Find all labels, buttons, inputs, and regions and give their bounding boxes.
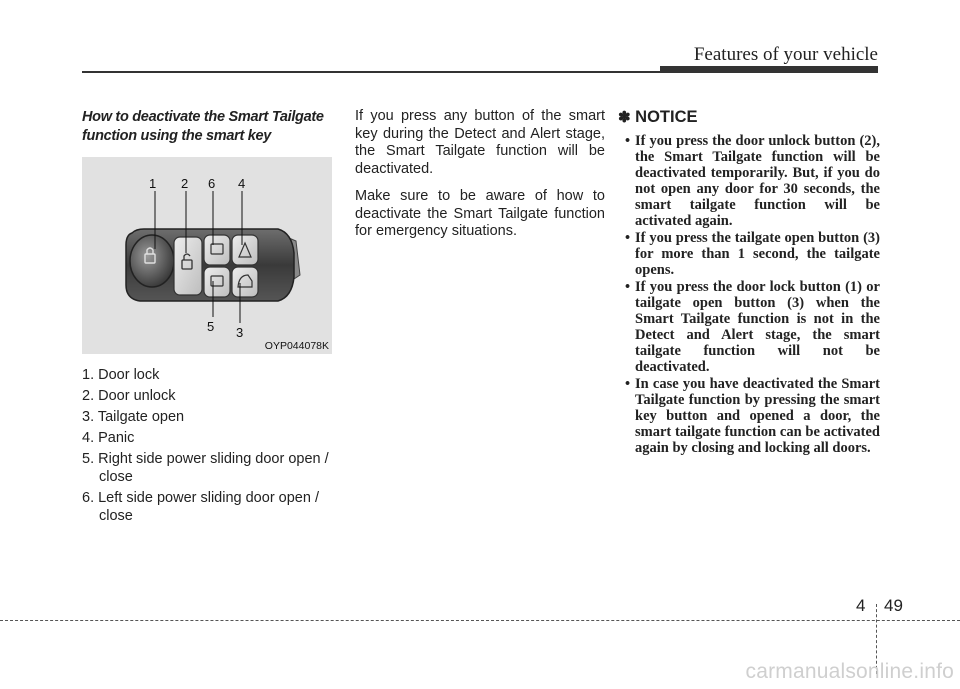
body-paragraph: If you press any button of the smart key during the Detect and Alert stage, the Smart Tailgate function will be deactivated. [355, 108, 605, 177]
unlock-button-icon [174, 237, 202, 295]
notice-item: • If you press the door lock button (1) or tailgate open button (3) when the Smart Tailgate function is not in the Detect and Alert stage, the smart tailgate function will not be deactivated. [618, 279, 880, 375]
notice-item: • In case you have deactivated the Smart Tailgate function by pressing the smart key button and opened a door, the smart tailgate function can be activated again by closing and locking all doors. [618, 376, 880, 456]
notice-heading [618, 108, 880, 127]
legend-item: 5. Right side power sliding door open / close [82, 451, 329, 485]
legend-item: 4. Panic [82, 430, 135, 446]
notice-title: NOTICE [635, 108, 698, 126]
legend-item: 6. Left side power sliding door open / close [82, 490, 319, 524]
tailgate-button-icon [232, 267, 258, 297]
left-sliding-door-button-icon [204, 235, 230, 265]
legend-item: 2. Door unlock [82, 388, 176, 404]
figure-code: OYP044078K [264, 340, 329, 352]
right-sliding-door-button-icon [204, 267, 230, 297]
header-rule [82, 71, 878, 73]
section-title: Features of your vehicle [693, 44, 878, 65]
callout-1: 1 [149, 176, 157, 191]
button-legend [82, 366, 334, 525]
callout-6: 6 [208, 176, 216, 191]
subheading: How to deactivate the Smart Tailgate function using the smart key [82, 109, 324, 144]
footer-rule [0, 620, 960, 621]
callout-4: 4 [238, 176, 246, 191]
left-column [82, 108, 334, 528]
smart-key-illustration [82, 157, 332, 354]
watermark: carmanualsonline.info [745, 660, 954, 683]
smart-key-figure [82, 157, 332, 354]
notice-star-icon: ✽ [618, 109, 631, 126]
page-number: 49 [884, 596, 903, 615]
notice-item: • If you press the door unlock button (2), the Smart Tailgate function will be deactivated temporarily. But, if you do not open any door for 30 seconds, the smart tailgate function will be activated again. [618, 133, 880, 229]
legend-item: 3. Tailgate open [82, 409, 185, 425]
middle-column [355, 108, 605, 251]
body-paragraph: Make sure to be aware of how to deactivate the Smart Tailgate function for emergency situations. [355, 188, 605, 239]
chapter-number: 4 [856, 596, 866, 615]
callout-5: 5 [207, 319, 215, 334]
notice-list [618, 133, 880, 456]
notice-item: • If you press the tailgate open button (3) for more than 1 second, the tailgate opens. [618, 230, 880, 278]
callout-3: 3 [236, 325, 244, 340]
legend-item: 1. Door lock [82, 367, 160, 383]
lock-button-icon [130, 235, 174, 287]
notice-box [618, 108, 880, 457]
panic-button-icon [232, 235, 258, 265]
callout-2: 2 [181, 176, 189, 191]
